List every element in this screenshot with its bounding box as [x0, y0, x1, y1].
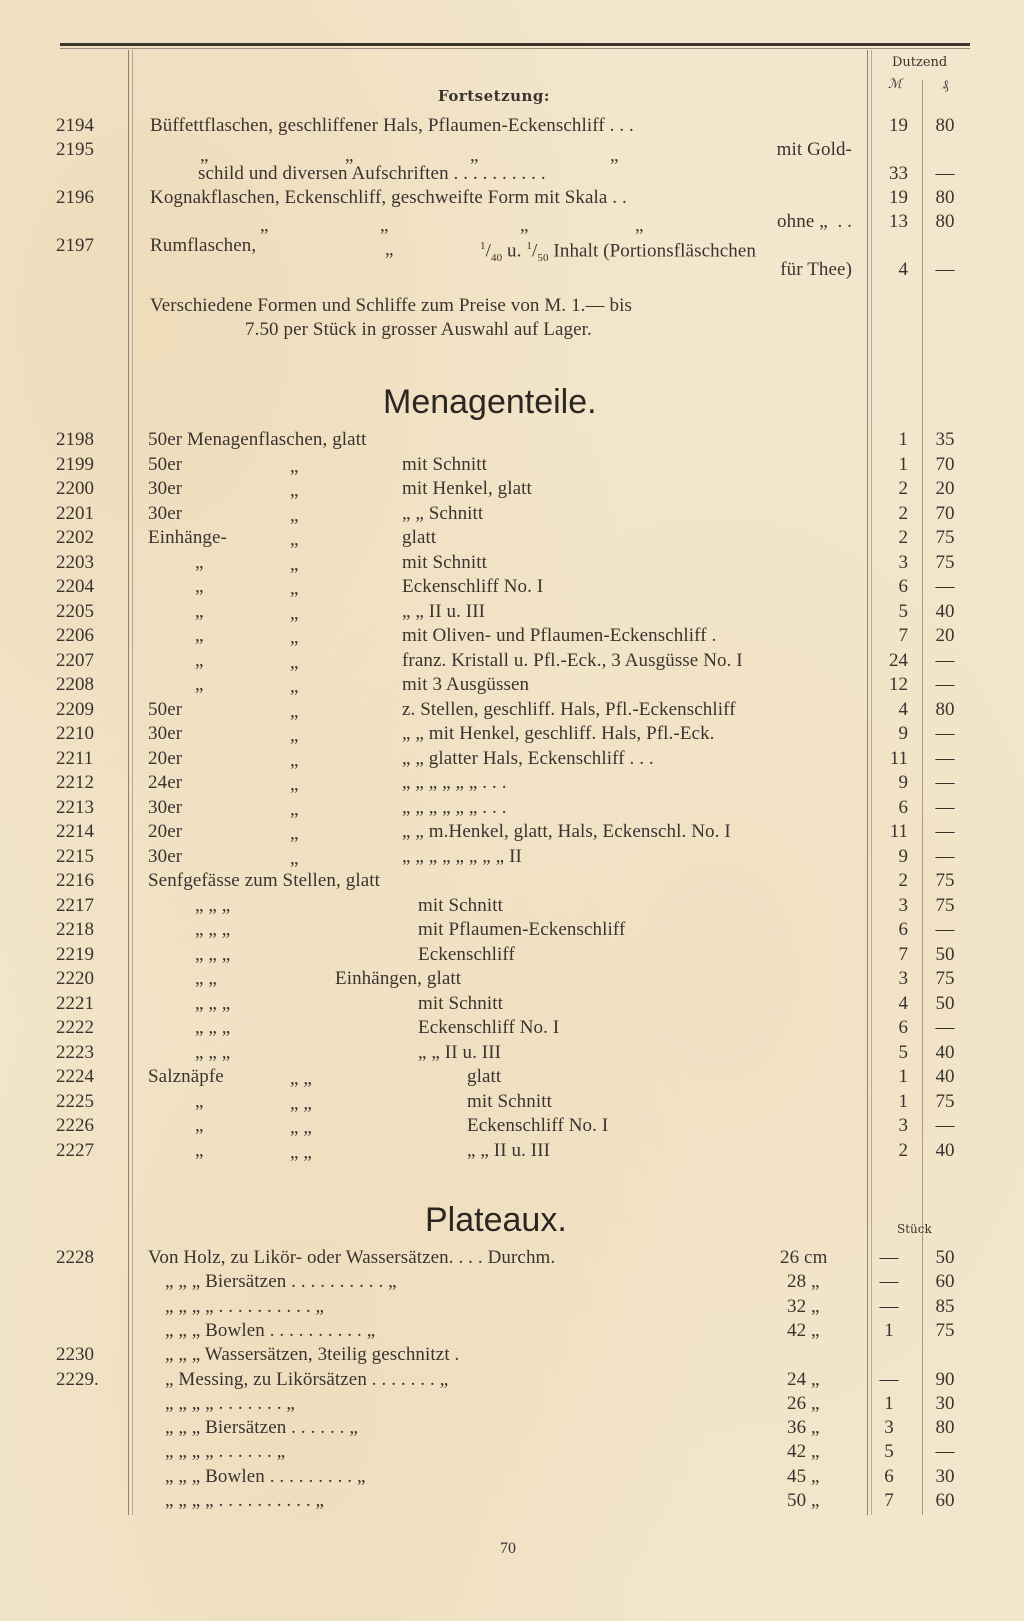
item-description: „ „ m.Henkel, glatt, Hals, Eckenschl. No. I [402, 821, 731, 842]
ditto-mark: „ [290, 480, 299, 501]
price-mark: 6 [898, 797, 908, 818]
item-variant: 30er [148, 723, 183, 744]
price-mark: — [879, 1369, 899, 1390]
item-variant: 50er [148, 454, 183, 475]
item-variant: 30er [148, 846, 183, 867]
price-mark: 5 [898, 601, 908, 622]
item-number: 2215 [56, 846, 94, 867]
item-variant: 20er [148, 821, 183, 842]
item-number: 2223 [56, 1042, 94, 1063]
ditto-mark: „ [290, 725, 299, 746]
item-variant: „ [195, 625, 204, 646]
item-description: mit Schnitt [418, 993, 504, 1014]
ditto-mark: „ [290, 750, 299, 771]
price-pfennig: — [935, 772, 955, 793]
item-number: 2225 [56, 1091, 94, 1112]
price-mark: 1 [884, 1320, 894, 1341]
item-number: 2207 [56, 650, 94, 671]
item-description: Kognakflaschen, Eckenschliff, geschweifte Form mit Skala . . [150, 187, 627, 208]
item-description: mit Schnitt [402, 552, 488, 573]
price-mark: 9 [898, 723, 908, 744]
price-mark: 7 [884, 1490, 894, 1511]
price-pfennig: 60 [935, 1271, 955, 1292]
item-description: mit Henkel, glatt [402, 478, 532, 499]
item-description: Einhängen, glatt [335, 968, 462, 989]
price-pfennig: 75 [935, 552, 955, 573]
item-number: 2208 [56, 674, 94, 695]
column-divider-left [128, 50, 129, 1515]
ditto-mark: „ [290, 603, 299, 624]
price-mark: 6 [884, 1466, 894, 1487]
item-number: 2226 [56, 1115, 94, 1136]
item-description: „ „ „ „ . . . . . . . „ [165, 1393, 295, 1414]
item-variant: „ „ „ [195, 944, 231, 965]
item-description: „ „ II u. III [418, 1042, 502, 1063]
price-pfennig: — [935, 1441, 955, 1462]
price-pfennig: — [935, 919, 955, 940]
price-mark: 3 [898, 552, 908, 573]
ditto-mark: „ [200, 145, 209, 166]
item-variant: „ „ „ [195, 993, 231, 1014]
item-number: 2197 [56, 235, 94, 256]
price-mark: 19 [889, 115, 908, 136]
item-description-tail: ohne „ . . [777, 211, 852, 232]
price-pfennig: — [935, 674, 955, 695]
item-number: 2214 [56, 821, 94, 842]
price-pfennig: 20 [935, 625, 955, 646]
price-pfennig: 70 [935, 503, 955, 524]
item-variant: „ „ „ [195, 895, 231, 916]
price-mark: 3 [898, 895, 908, 916]
price-pfennig: 75 [935, 870, 955, 891]
price-mark: 2 [898, 870, 908, 891]
item-size: 32 „ [787, 1296, 820, 1317]
item-number: 2224 [56, 1066, 94, 1087]
price-pfennig: 60 [935, 1490, 955, 1511]
price-pfennig: — [935, 1017, 955, 1038]
item-size: 26 cm [780, 1247, 828, 1268]
item-name: Rumflaschen, [150, 235, 257, 256]
ditto-mark: „ [290, 676, 299, 697]
price-mark: 7 [898, 625, 908, 646]
price-pfennig: 40 [935, 1066, 955, 1087]
item-description [150, 234, 852, 265]
page-number: 70 [500, 1540, 516, 1557]
price-pfennig: 75 [935, 1320, 955, 1341]
item-number: 2220 [56, 968, 94, 989]
item-description: mit Oliven- und Pflaumen-Eckenschliff . [402, 625, 717, 646]
item-number: 2222 [56, 1017, 94, 1038]
item-description: „ Messing, zu Likörsätzen . . . . . . . „ [165, 1369, 449, 1390]
item-description: für Thee) [780, 259, 852, 280]
item-description: „ „ „ „ . . . . . . . . . . „ [165, 1490, 325, 1511]
item-variant: „ [195, 1115, 204, 1136]
item-variant: „ „ [195, 968, 217, 989]
item-number: 2205 [56, 601, 94, 622]
item-size: 26 „ [787, 1393, 820, 1414]
item-variant: „ [195, 650, 204, 671]
ditto-mark: „ [385, 239, 394, 260]
item-description: mit Schnitt [467, 1091, 553, 1112]
ditto-mark: „ [290, 578, 299, 599]
item-variant: „ „ „ [195, 1042, 231, 1063]
price-mark: 3 [898, 968, 908, 989]
price-pfennig: — [935, 797, 955, 818]
ditto-mark: „ [610, 145, 619, 166]
price-mark: 1 [884, 1393, 894, 1414]
ditto-mark: „ [380, 215, 389, 236]
item-variant: 30er [148, 797, 183, 818]
item-number: 2195 [56, 139, 94, 160]
item-description: „ „ „ Wassersätzen, 3teilig geschnitzt . [165, 1344, 460, 1365]
item-description: z. Stellen, geschliff. Hals, Pfl.-Eckenschliff [402, 699, 736, 720]
ditto-mark: „ [290, 823, 299, 844]
price-pfennig: 40 [935, 1140, 955, 1161]
item-variant: Salznäpfe [148, 1066, 224, 1087]
price-pfennig: — [935, 1115, 955, 1136]
item-variant: „ [195, 1091, 204, 1112]
item-size: 45 „ [787, 1466, 820, 1487]
ditto-mark: „ [290, 529, 299, 550]
price-mark: — [879, 1296, 899, 1317]
price-pfennig: 80 [935, 699, 955, 720]
price-mark: 2 [898, 1140, 908, 1161]
item-description: „ „ „ Biersätzen . . . . . . . . . . „ [165, 1271, 397, 1292]
ditto-mark: „ [290, 554, 299, 575]
ditto-mark: „ [290, 701, 299, 722]
price-pfennig: 50 [935, 993, 955, 1014]
ditto-mark: „ [635, 215, 644, 236]
item-variant: „ [195, 576, 204, 597]
item-description: mit Pflaumen-Eckenschliff [418, 919, 626, 940]
price-pfennig: 20 [935, 478, 955, 499]
price-pfennig: 80 [935, 211, 955, 232]
price-mark: 3 [898, 1115, 908, 1136]
price-pfennig: — [935, 576, 955, 597]
ditto-mark: „ [345, 145, 354, 166]
ditto-mark: „ „ [290, 1093, 312, 1114]
price-mark: 5 [884, 1441, 894, 1462]
item-number: 2202 [56, 527, 94, 548]
item-number: 2196 [56, 187, 94, 208]
item-description: „ „ „ Biersätzen . . . . . . „ [165, 1417, 358, 1438]
ditto-mark: „ [290, 774, 299, 795]
item-number: 2206 [56, 625, 94, 646]
item-number: 2229. [56, 1369, 99, 1390]
item-description: glatt [402, 527, 437, 548]
item-variant: „ „ „ [195, 1017, 231, 1038]
item-number: 2198 [56, 429, 94, 450]
ditto-mark: „ „ [290, 1142, 312, 1163]
price-mark: 2 [898, 478, 908, 499]
price-mark: 11 [889, 748, 908, 769]
item-variant: 30er [148, 503, 183, 524]
price-pfennig: 85 [935, 1296, 955, 1317]
item-number: 2213 [56, 797, 94, 818]
ditto-mark: „ [260, 215, 269, 236]
item-description: mit 3 Ausgüssen [402, 674, 530, 695]
item-size: 24 „ [787, 1369, 820, 1390]
item-number: 2201 [56, 503, 94, 524]
note-line: 7.50 per Stück in grosser Auswahl auf Lager. [245, 319, 592, 340]
price-mark: 1 [898, 454, 908, 475]
item-variant: 24er [148, 772, 183, 793]
item-number: 2230 [56, 1344, 94, 1365]
section-title-plateaux: Plateaux. [425, 1201, 567, 1239]
price-mark: 4 [898, 699, 908, 720]
price-unit-header: Dutzend [892, 55, 948, 70]
item-description: „ „ „ „ „ „ . . . [402, 772, 507, 793]
price-pfennig: 75 [935, 895, 955, 916]
item-number: 2212 [56, 772, 94, 793]
price-pfennig: 50 [935, 1247, 955, 1268]
item-variant: „ „ „ [195, 919, 231, 940]
item-size: 28 „ [787, 1271, 820, 1292]
item-number: 2209 [56, 699, 94, 720]
item-variant: „ [195, 1140, 204, 1161]
item-description: „ „ glatter Hals, Eckenschliff . . . [402, 748, 654, 769]
ditto-mark: „ [520, 215, 529, 236]
item-variant: „ [195, 552, 204, 573]
price-pfennig: 40 [935, 1042, 955, 1063]
price-mark: 2 [898, 503, 908, 524]
price-pfennig: 80 [935, 115, 955, 136]
note-line: Verschiedene Formen und Schliffe zum Preise von M. 1.— bis [150, 295, 632, 316]
price-mark: 13 [889, 211, 908, 232]
item-number: 2216 [56, 870, 94, 891]
price-mark: 1 [898, 1066, 908, 1087]
item-description-tail: mit Gold- [776, 139, 852, 160]
price-pfennig: — [935, 846, 955, 867]
price-pfennig: 80 [935, 1417, 955, 1438]
price-pfennig: 75 [935, 968, 955, 989]
price-mark: 11 [889, 821, 908, 842]
ditto-mark: „ [290, 627, 299, 648]
item-description: Büffettflaschen, geschliffener Hals, Pflaumen-Eckenschliff . . . [150, 115, 634, 136]
item-number: 2199 [56, 454, 94, 475]
price-pfennig: — [935, 163, 955, 184]
continuation-heading: Fortsetzung: [438, 87, 550, 105]
price-pfennig: 30 [935, 1393, 955, 1414]
item-number: 2227 [56, 1140, 94, 1161]
item-description: „ „ Schnitt [402, 503, 484, 524]
price-mark: 3 [884, 1417, 894, 1438]
item-variant: Senfgefässe zum Stellen, glatt [148, 870, 380, 891]
item-description: Eckenschliff No. I [402, 576, 544, 597]
item-description: „ „ „ „ . . . . . . „ [165, 1441, 286, 1462]
item-number: 2211 [56, 748, 94, 769]
price-mark: 5 [898, 1042, 908, 1063]
price-mark: 19 [889, 187, 908, 208]
item-number: 2203 [56, 552, 94, 573]
price-pfennig: 75 [935, 1091, 955, 1112]
ditto-mark: „ [290, 456, 299, 477]
item-number: 2221 [56, 993, 94, 1014]
price-mark: 33 [889, 163, 908, 184]
item-variant: 30er [148, 478, 183, 499]
ditto-mark: „ „ [290, 1068, 312, 1089]
item-number: 2217 [56, 895, 94, 916]
price-pfennig: 80 [935, 187, 955, 208]
item-size: 36 „ [787, 1417, 820, 1438]
price-mark: — [879, 1247, 899, 1268]
ditto-mark: „ [290, 848, 299, 869]
item-number: 2228 [56, 1247, 94, 1268]
item-variant: „ [195, 601, 204, 622]
item-size: 50 „ [787, 1490, 820, 1511]
item-number: 2200 [56, 478, 94, 499]
item-number: 2218 [56, 919, 94, 940]
item-number: 2204 [56, 576, 94, 597]
item-description: „ „ „ Bowlen . . . . . . . . . „ [165, 1466, 366, 1487]
price-mark: 1 [898, 1091, 908, 1112]
price-mark: 6 [898, 576, 908, 597]
item-variant: 50er [148, 699, 183, 720]
item-description: Von Holz, zu Likör- oder Wassersätzen. . . . Durchm. [148, 1247, 556, 1268]
top-rule [60, 43, 970, 46]
top-rule-thin [60, 48, 970, 49]
item-size: 42 „ [787, 1320, 820, 1341]
item-description: Eckenschliff No. I [467, 1115, 609, 1136]
item-description: „ „ „ Bowlen . . . . . . . . . . „ [165, 1320, 376, 1341]
price-mark: 1 [898, 429, 908, 450]
pfennig-column-header: ₰ [942, 78, 949, 93]
price-pfennig: 30 [935, 1466, 955, 1487]
ditto-mark: „ [290, 652, 299, 673]
item-description-tail: $^1/_{40}$ u. $^1/_{50}$ Inhalt (Portionsfläschchen [480, 240, 756, 265]
price-pfennig: 75 [935, 527, 955, 548]
price-mark: 24 [889, 650, 908, 671]
ditto-mark: „ [290, 505, 299, 526]
item-variant: 50er Menagenflaschen, glatt [148, 429, 367, 450]
price-mark: 12 [889, 674, 908, 695]
ditto-mark: „ [470, 145, 479, 166]
price-pfennig: — [935, 650, 955, 671]
price-pfennig: — [935, 723, 955, 744]
ditto-mark: „ [290, 799, 299, 820]
item-description: „ „ „ „ . . . . . . . . . . „ [165, 1296, 325, 1317]
price-pfennig: 50 [935, 944, 955, 965]
price-mark: 6 [898, 919, 908, 940]
price-mark: 4 [898, 259, 908, 280]
price-mark: 2 [898, 527, 908, 548]
item-number: 2194 [56, 115, 94, 136]
price-pfennig: 40 [935, 601, 955, 622]
item-number: 2210 [56, 723, 94, 744]
price-pfennig: — [935, 259, 955, 280]
item-description: „ „ mit Henkel, geschliff. Hals, Pfl.-Eck. [402, 723, 715, 744]
item-description: Eckenschliff [418, 944, 515, 965]
item-description: mit Schnitt [418, 895, 504, 916]
item-description: „ „ II u. III [467, 1140, 551, 1161]
item-variant: „ [195, 674, 204, 695]
item-description: mit Schnitt [402, 454, 488, 475]
item-description: glatt [467, 1066, 502, 1087]
price-pfennig: 90 [935, 1369, 955, 1390]
price-mark: 9 [898, 846, 908, 867]
price-pfennig: 35 [935, 429, 955, 450]
section-title-menagenteile: Menagenteile. [383, 383, 597, 421]
ditto-mark: „ „ [290, 1117, 312, 1138]
price-mark: 9 [898, 772, 908, 793]
mark-column-header: ℳ [888, 77, 902, 92]
price-mark: — [879, 1271, 899, 1292]
item-variant: 20er [148, 748, 183, 769]
item-description: franz. Kristall u. Pfl.-Eck., 3 Ausgüsse No. I [402, 650, 743, 671]
price-pfennig: — [935, 748, 955, 769]
column-divider-mark-pf [922, 80, 923, 1515]
item-description: „ „ II u. III [402, 601, 486, 622]
item-description: „ „ „ „ „ „ „ „ II [402, 846, 522, 867]
price-pfennig: 70 [935, 454, 955, 475]
price-unit-header-stueck: Stück [897, 1222, 932, 1236]
price-pfennig: — [935, 821, 955, 842]
item-variant: Einhänge- [148, 527, 227, 548]
item-number: 2219 [56, 944, 94, 965]
price-mark: 4 [898, 993, 908, 1014]
item-description: Eckenschliff No. I [418, 1017, 560, 1038]
column-divider-left-inner [132, 50, 133, 1515]
item-description: schild und diversen Aufschriften . . . . . . . . . . [198, 163, 546, 184]
item-description: „ „ „ „ „ „ . . . [402, 797, 507, 818]
price-mark: 6 [898, 1017, 908, 1038]
price-mark: 7 [898, 944, 908, 965]
item-size: 42 „ [787, 1441, 820, 1462]
